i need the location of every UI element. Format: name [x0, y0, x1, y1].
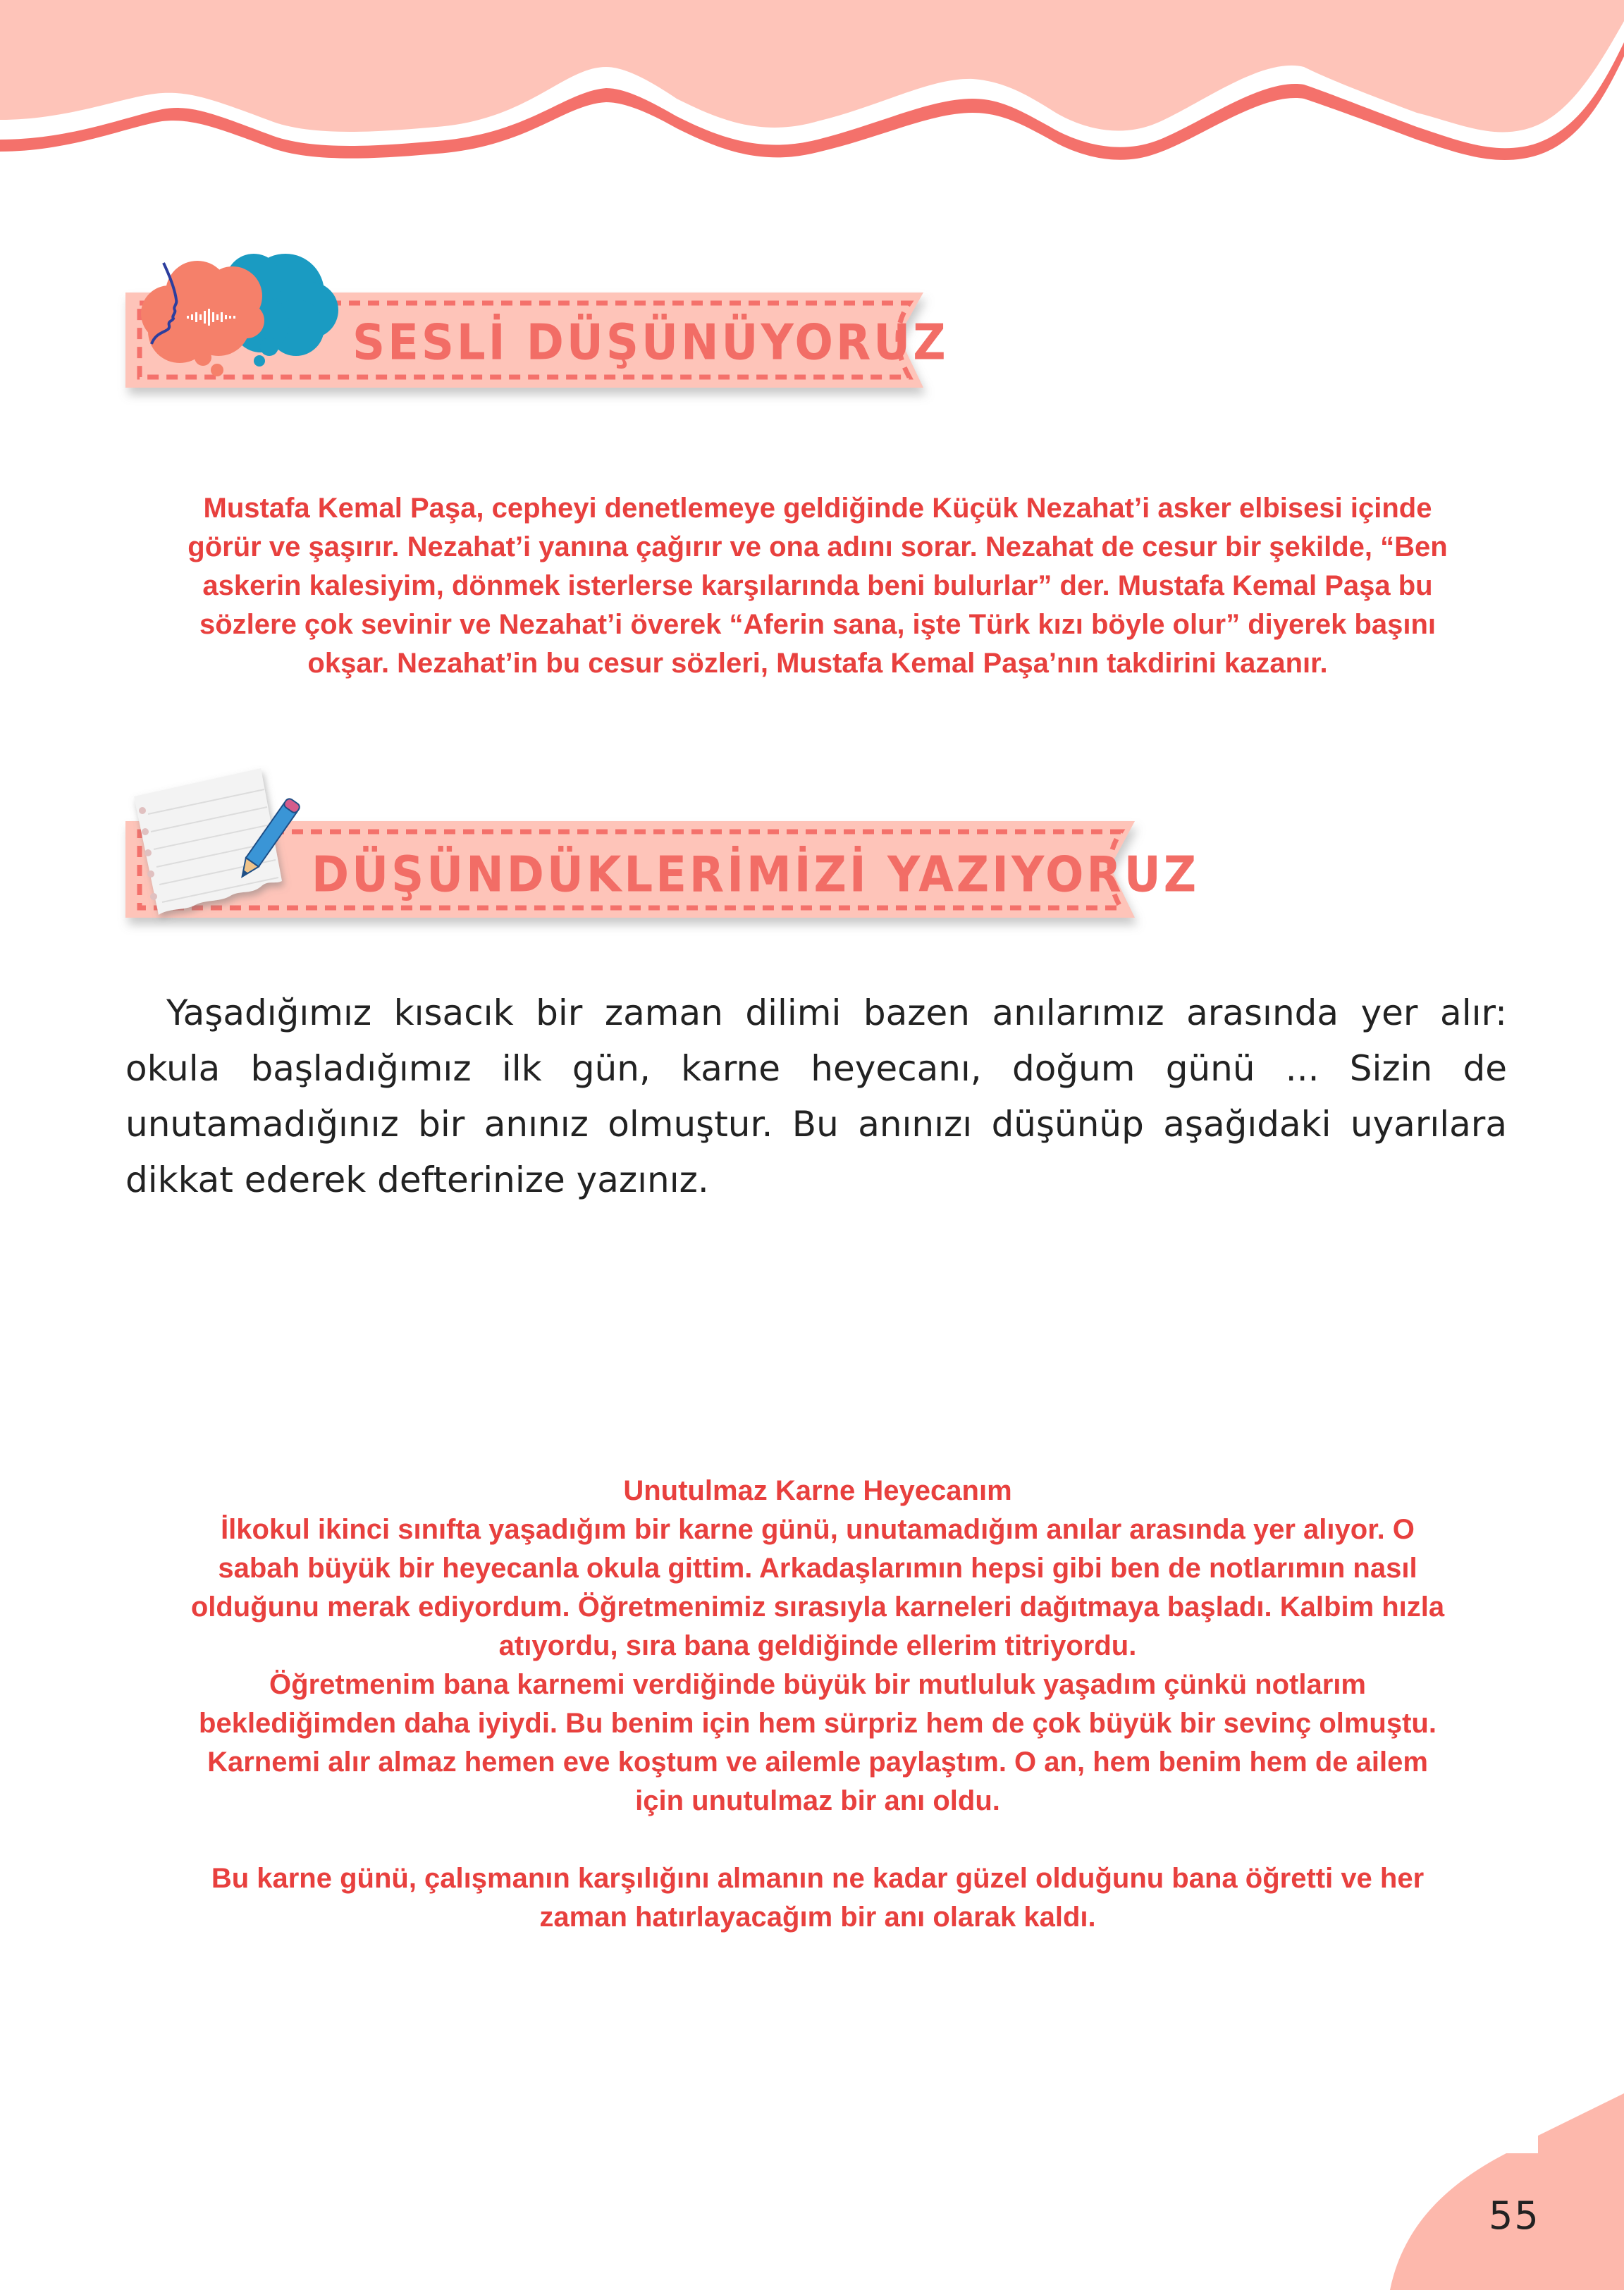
- paragraph-gap: [85, 1821, 1551, 1859]
- page-number: 55: [1489, 2193, 1540, 2238]
- banner-dusunduklerimizi-yaziyoruz: [120, 761, 1200, 930]
- story-paragraph: [99, 489, 1537, 683]
- banner-sesli-dusunuyoruz: [120, 240, 949, 409]
- banner-title: DÜŞÜNDÜKLERİMİZİ YAZIYORUZ: [312, 847, 1200, 904]
- story-line: askerin kalesiyim, dönmek isterlerse karşılarında beni bulurlar” der. Mustafa Kemal Paşa bu: [202, 570, 1433, 601]
- essay: [85, 1472, 1551, 1937]
- instruction-text: Yaşadığımız kısacık bir zaman dilimi bazen anılarımız arasında yer alır: okula başladığımız ilk gün, karne heyecanı, doğum günü ... Sizin de unutamadığınız bir anınız olmuştur. Bu anınızı düşünüp aşağıdaki uyarılara dikkat ederek defterinize yazınız.: [125, 992, 1507, 1200]
- corner-decoration: [1339, 2044, 1624, 2290]
- essay-title: Unutulmaz Karne Heyecanım: [623, 1475, 1012, 1506]
- story-line: sözlere çok sevinir ve Nezahat’i överek “Aferin sana, işte Türk kızı böyle olur” diyerek başını: [199, 609, 1437, 640]
- story-line: Mustafa Kemal Paşa, cepheyi denetlemeye geldiğinde Küçük Nezahat’i asker elbisesi içinde: [203, 493, 1432, 524]
- essay-line: sabah büyük bir heyecanla okula gittim. Arkadaşlarımın hepsi gibi ben de notlarımın nasıl: [218, 1553, 1417, 1584]
- story-line: görür ve şaşırır. Nezahat’i yanına çağırır ve ona adını sorar. Nezahat de cesur bir şekilde, “Ben: [187, 531, 1448, 562]
- story-line: okşar. Nezahat’in bu cesur sözleri, Mustafa Kemal Paşa’nın takdirini kazanır.: [307, 648, 1328, 679]
- notepaper-pencil-icon: [120, 761, 303, 930]
- top-wave-decoration: [0, 0, 1624, 169]
- essay-line: İlkokul ikinci sınıfta yaşadığım bir karne günü, unutamadığım anılar arasında yer alıyor. O: [221, 1514, 1415, 1545]
- instruction-paragraph: [125, 985, 1507, 1208]
- essay-line: Bu karne günü, çalışmanın karşılığını almanın ne kadar güzel olduğunu bana öğretti ve her: [211, 1863, 1425, 1894]
- banner-title: SESLİ DÜŞÜNÜYORUZ: [352, 315, 949, 371]
- essay-line: için unutulmaz bir anı oldu.: [635, 1785, 1000, 1816]
- essay-line: Öğretmenim bana karnemi verdiğinde büyük bir mutluluk yaşadım çünkü notlarım: [269, 1669, 1366, 1700]
- essay-line: olduğunu merak ediyordum. Öğretmenimiz sırasıyla karneleri dağıtmaya başladı. Kalbim hızla: [190, 1592, 1445, 1623]
- thought-cloud-voice-icon: [120, 240, 345, 395]
- essay-line: beklediğimden daha iyiydi. Bu benim için hem sürpriz hem de çok büyük bir sevinç olmuştu.: [199, 1708, 1437, 1739]
- essay-line: atıyordu, sıra bana geldiğinde ellerim titriyordu.: [498, 1630, 1137, 1661]
- essay-line: zaman hatırlayacağım bir anı olarak kaldı.: [539, 1902, 1096, 1933]
- essay-line: Karnemi alır almaz hemen eve koştum ve ailemle paylaştım. O an, hem benim hem de ailem: [207, 1747, 1428, 1778]
